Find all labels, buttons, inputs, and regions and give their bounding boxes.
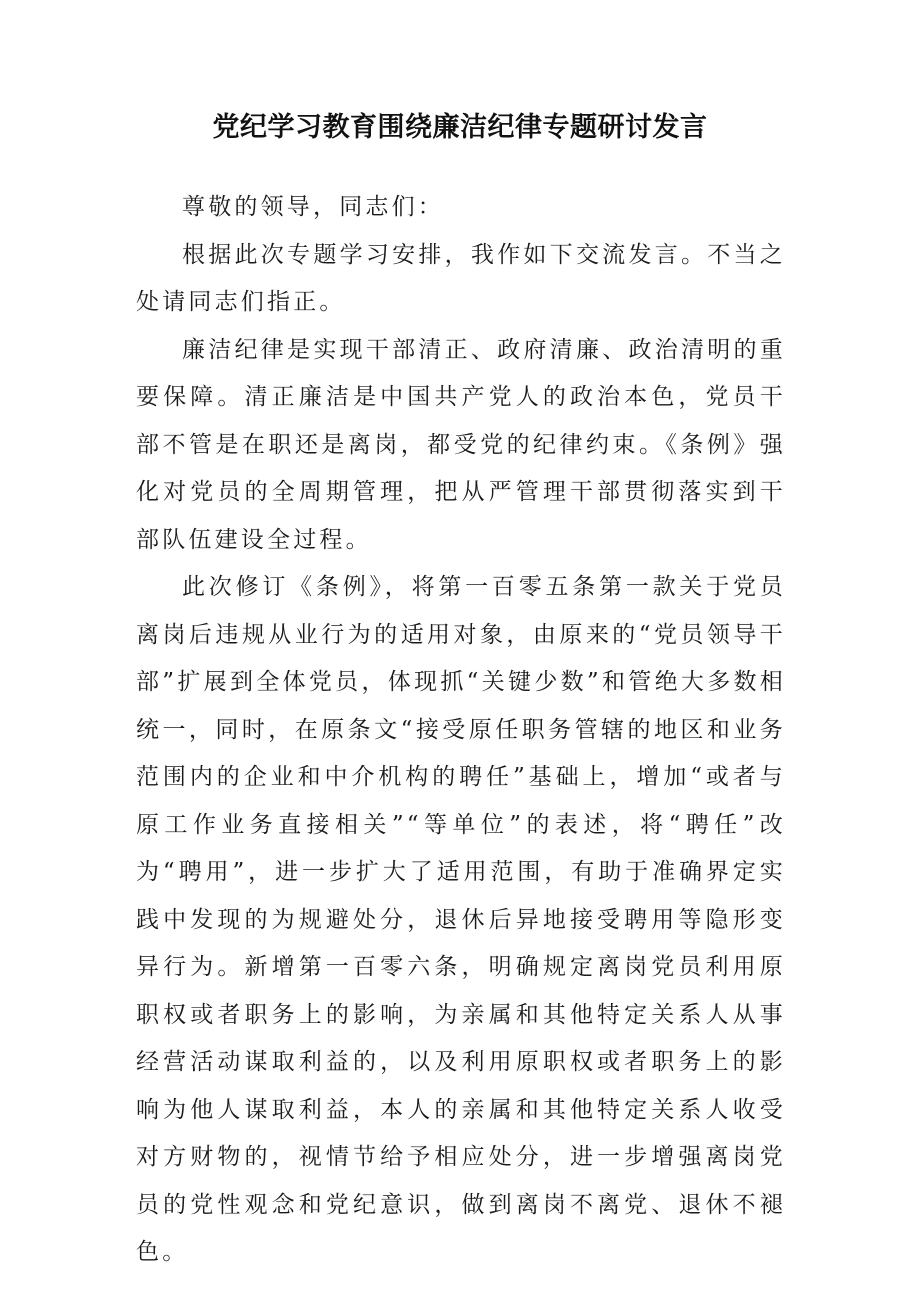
paragraph-discipline: 廉洁纪律是实现干部清正、政府清廉、政治清明的重要保障。清正廉洁是中国共产党人的政治本色，党员干部不管是在职还是离岗，都受党的纪律约束。《条例》强化对党员的全周期管理，把从严管理干部贯彻落实到干部队伍建设全过程。	[136, 336, 786, 553]
paragraph-intro: 根据此次专题学习安排，我作如下交流发言。不当之处请同志们指正。	[136, 241, 786, 315]
paragraph-revision: 此次修订《条例》，将第一百零五条第一款关于党员离岗后违规从业行为的适用对象，由原来的“党员领导干部”扩展到全体党员，体现抓“关键少数”和管绝大多数相统一，同时，在原条文“接受原任职务管辖的地区和业务范围内的企业和中介机构的聘任”基础上，增加“或者与原工作业务直接相关”“等单位”的表述，将“聘任”改为“聘用”，进一步扩大了适用范围，有助于准确界定实践中发现的为规避处分，退休后异地接受聘用等隐形变异行为。新增第一百零六条，明确规定离岗党员利用原职权或者职务上的影响，为亲属和其他特定关系人从事经营活动谋取利益的，以及利用原职权或者职务上的影响为他人谋取利益，本人的亲属和其他特定关系人收受对方财物的，视情节给予相应处分，进一步增强离岗党员的党性观念和党纪意识，做到离岗不离党、退休不褪色。	[136, 574, 786, 1265]
salutation: 尊敬的领导，同志们：	[182, 194, 444, 220]
document-body	[136, 184, 786, 1277]
document-title: 党纪学习教育围绕廉洁纪律专题研讨发言	[212, 112, 708, 143]
